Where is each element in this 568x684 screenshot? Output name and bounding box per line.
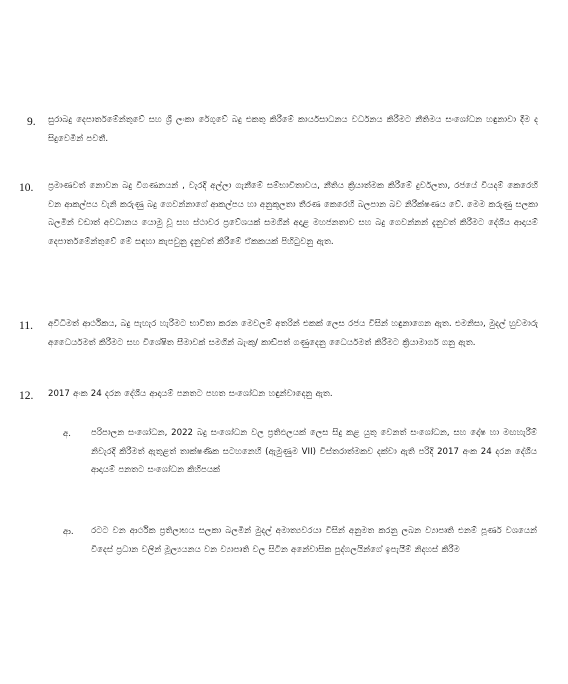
item-text: සුරාබදු දෙපාර්තමේන්තුවේ සහ ශ්‍රී ලංකා රේගුවේ බදු එකතු කිරීමේ කාර්යසාධනය වර්ධනය කිරීමට නීතිමය සංශෝධන හඳුනාවා දීම ද සිදුවෙමින් පවතී.	[48, 115, 538, 144]
sub-item-text: රටට වන ආර්ථික ප්‍රතිලාභය සලකා බලමින් මුදල් අමාත්‍යවරයා විසින් අනුමත කරනු ලබන ව්‍යාපෘති එනම් පූර්ණ වශයෙන් විදෙස් ප්‍රධාන වලින් මූල්‍යයනය වන ව්‍යාපෘති වල සිටින අනේවාසික පුද්ගලයින්ගේ ඉපැයීම් නිදහස් කිරීම	[91, 526, 537, 555]
item-number: 12.	[19, 390, 34, 402]
item-text: අවිධිමත් ආර්ථිකය, බදු පැහැර හැරීමට භාවිතා කරන මෙවලම් අතරින් එකක් ලෙස රජය විසින් හඳුනාගෙන ඇත. එමනිසා, මුදල් හුවමාරු අධෛර්යමත් කිරීමට සහ විශේෂිත සීමාවක් සමගින් බැංකු/ කාඩ්පත් ගණුදෙනු ධෛර්යමත් කිරීමට ක්‍රියාමාර්ග ගනු ඇත.	[48, 319, 538, 348]
item-number: 11.	[19, 320, 33, 332]
item-number: 9.	[27, 116, 36, 128]
item-text: 2017 අංක 24 දරන දේශීය ආදායම් පනතට පහත සංශෝධන හඳුන්වාදෙනු ඇත.	[48, 389, 333, 399]
sub-item-label: අ.	[63, 429, 72, 439]
sub-item-label: ආ.	[63, 527, 74, 537]
item-number: 10.	[19, 182, 34, 194]
sub-item-text: පරිපාලන සංශෝධන, 2022 බදු සංශෝධන වල ප්‍රතිඵලයක් ලෙස සිදු කළ යුතු වෙනත් සංශෝධන, සහ දෝෂ හා මඟහැරීම් නිවැරදි කිරීමත් ඇතුළත් තාක්ෂණික සටහනෙහි (ඇමුණුම VII) විස්තරාත්මකව දක්වා ඇති පරිදි 2017 අංක 24 දරන දේශීය ආදායම් පනතට සංශෝධන කිහිපයක්	[91, 428, 537, 475]
item-text: ප්‍රමාණවත් නොවන බදු විගණනයන් , වැරදි අල්ලා ගැනීමේ සම්භාවිතාවය, නීතිය ක්‍රියාත්මක කිරීමේ දුර්වලතා, රජයේ වියදම් කෙරෙහි වන ආකල්පය වැනි කරුණු බදු ගෙවන්නාගේ ආකල්පය හා අනුකූලතා තීරණ කෙරෙහි බලපාන බව නිරීක්ෂණය වේ. මෙම කරුණු සලකා බලමින් වඩාත් අවධානය යොමු වූ සහ ස්ථාවර ප්‍රවේශයක් සමගින් අදාළ මහජනතාව සහ බදු ගෙවන්නන් දැනුවත් කිරීමට දේශීය ආදායම් දෙපාර්තමේන්තුවේ මේ සඳහා කැපවුනු දැනුවත් කිරීමේ ඒකකයක් පිහිටුවනු ඇත.	[48, 181, 538, 247]
